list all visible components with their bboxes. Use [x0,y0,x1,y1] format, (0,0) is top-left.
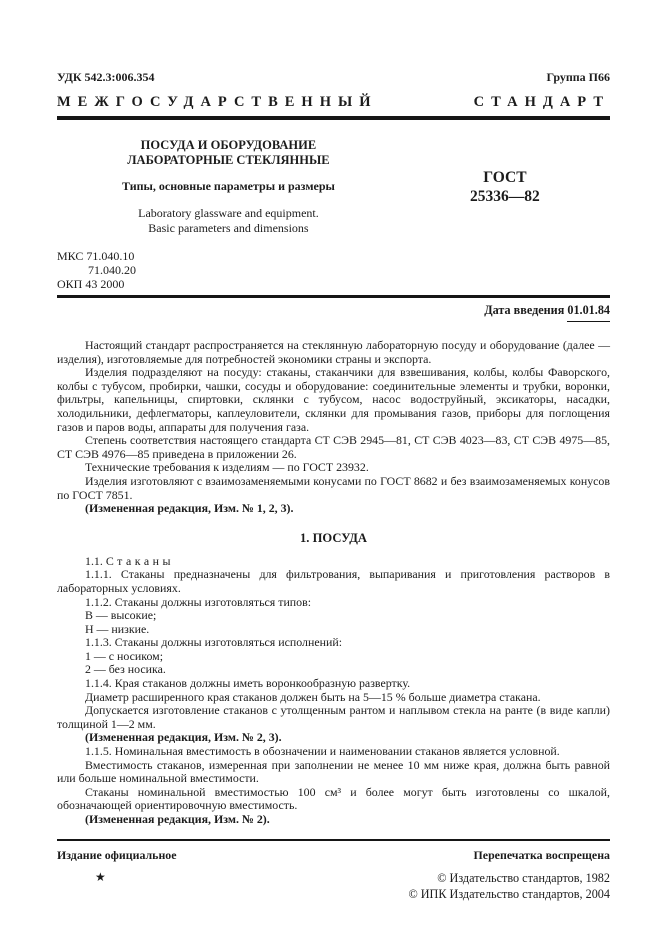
udk-code: УДК 542.3:006.354 [57,70,155,84]
subtitle-en-line2: Basic parameters and dimensions [148,220,309,235]
section-paragraph: Вместимость стаканов, измеренная при заполнении не менее 10 мм ниже края, должна быть равной или больше номинальной вместимости. [57,757,610,786]
effective-date-label: Дата введения [484,303,565,317]
codes-divider [57,295,610,298]
gost-number: 25336—82 [470,187,540,205]
copyright-line: © ИПК Издательство стандартов, 2004 [408,886,610,901]
classification-codes [57,249,610,291]
section-list-item: 2 — без носика. [85,662,166,677]
intro-amendment-note: (Измененная редакция, Изм. № 1, 2, 3). [85,501,294,516]
mks-code-line2: 71.040.20 [88,263,136,277]
section-paragraph: 1.1.5. Номинальная вместимость в обозначении и наименовании стаканов является условной. [85,744,560,759]
section-list-item: 1 — с носиком; [85,648,163,663]
section-list-item: В — высокие; [85,608,157,623]
section-amendment-note: (Измененная редакция, Изм. № 2, 3). [85,730,282,745]
reprint-prohibited-label: Перепечатка воспрещена [473,847,610,862]
subtitle-en-line1: Laboratory glassware and equipment. [138,206,319,220]
section-paragraph: Стаканы номинальной вместимостью 100 см³ и более могут быть изготовлены со шкалой, обозначающей ориентировочную вместимость. [57,784,610,813]
copyright-line: © Издательство стандартов, 1982 [437,870,610,885]
section-paragraph: Допускается изготовление стаканов с утолщенным рантом и наплывом стекла на ранте (в виде капли) толщиной 1—2 мм. [57,703,610,731]
header-divider [57,116,610,120]
document-subtitle-english [57,206,400,235]
section-paragraph: 1.1.4. Края стаканов должны иметь воронкообразную развертку. [85,676,411,691]
document-title-line2: ЛАБОРАТОРНЫЕ СТЕКЛЯННЫЕ [127,153,330,167]
official-edition-label: Издание официальное [57,847,177,862]
okp-code: ОКП 43 2000 [57,277,125,291]
effective-date-value: 01.01.84 [567,303,610,322]
subsection-heading [57,555,610,569]
top-reference-line [57,70,610,85]
title-block [57,138,610,235]
intro-paragraph: Настоящий стандарт распространяется на стеклянную лабораторную посуду и оборудование (далее — изделия), изготовляемые для потребностей экономики страны и экспорта. [57,338,610,366]
effective-date-line [57,303,610,322]
title-left-column [57,138,400,235]
edition-star-icon: ★ [95,869,106,884]
subsection-term: Стаканы [105,553,174,568]
intro-paragraph: Изделия изготовляют с взаимозаменяемыми конусами по ГОСТ 8682 и без взаимозаменяемых конусов по ГОСТ 7851. [57,473,610,502]
document-subtitle: Типы, основные параметры и размеры [121,179,335,193]
intro-text [57,339,610,516]
mks-code-line1: МКС 71.040.10 [57,249,135,263]
gost-label: ГОСТ [483,168,527,186]
section-list-item: Н — низкие. [85,621,150,636]
section-paragraph: 1.1.2. Стаканы должны изготовляться типов: [85,594,312,609]
section-heading: 1. ПОСУДА [300,530,367,545]
standard-kind-word1: МЕЖГОСУДАРСТВЕННЫЙ [57,94,378,110]
footer-labels [57,848,610,863]
section-paragraph: 1.1.1. Стаканы предназначены для фильтрования, выпаривания и приготовления растворов в лабораторных условиях. [57,567,610,595]
document-title-line1: ПОСУДА И ОБОРУДОВАНИЕ [140,138,317,152]
subsection-number: 1.1. [85,553,103,568]
section-amendment-note: (Измененная редакция, Изм. № 2). [85,812,270,826]
section1-text [57,555,610,827]
section-paragraph: 1.1.3. Стаканы должны изготовляться исполнений: [85,635,343,650]
footer-bottom [57,870,610,902]
copyright-block [408,870,610,902]
standard-kind-heading [57,94,610,111]
intro-paragraph: Технические требования к изделиям — по ГОСТ 23932. [85,460,369,475]
intro-paragraph: Изделия подразделяют на посуду: стаканы, стаканчики для взвешивания, колбы, колбы Фаворского, колбы с тубусом, пробирки, чашки, сосуды и оборудование: соединительные элементы и трубки, воронки, фильтры, капельницы, спиртовки, склянки с тубусом, насос водоструйный, эксикаторы, насадки, холодильники, дефлегматоры, каплеуловители, склянки для промывания газов, приборы для поглощения газов и паров воды, аппараты для получения газа. [57,365,610,434]
group-code: Группа П66 [546,70,610,84]
intro-paragraph: Степень соответствия настоящего стандарта СТ СЭВ 2945—81, СТ СЭВ 4023—83, СТ СЭВ 4975—85, СТ СЭВ 4976—85 приведена в приложении 26. [57,433,610,461]
section-paragraph: Диаметр расширенного края стаканов должен быть на 5—15 % больше диаметра стакана. [85,689,541,704]
footer-divider [57,839,610,841]
standard-kind-word2: СТАНДАРТ [473,94,610,110]
gost-designation [400,168,610,206]
page-footer [57,839,610,902]
